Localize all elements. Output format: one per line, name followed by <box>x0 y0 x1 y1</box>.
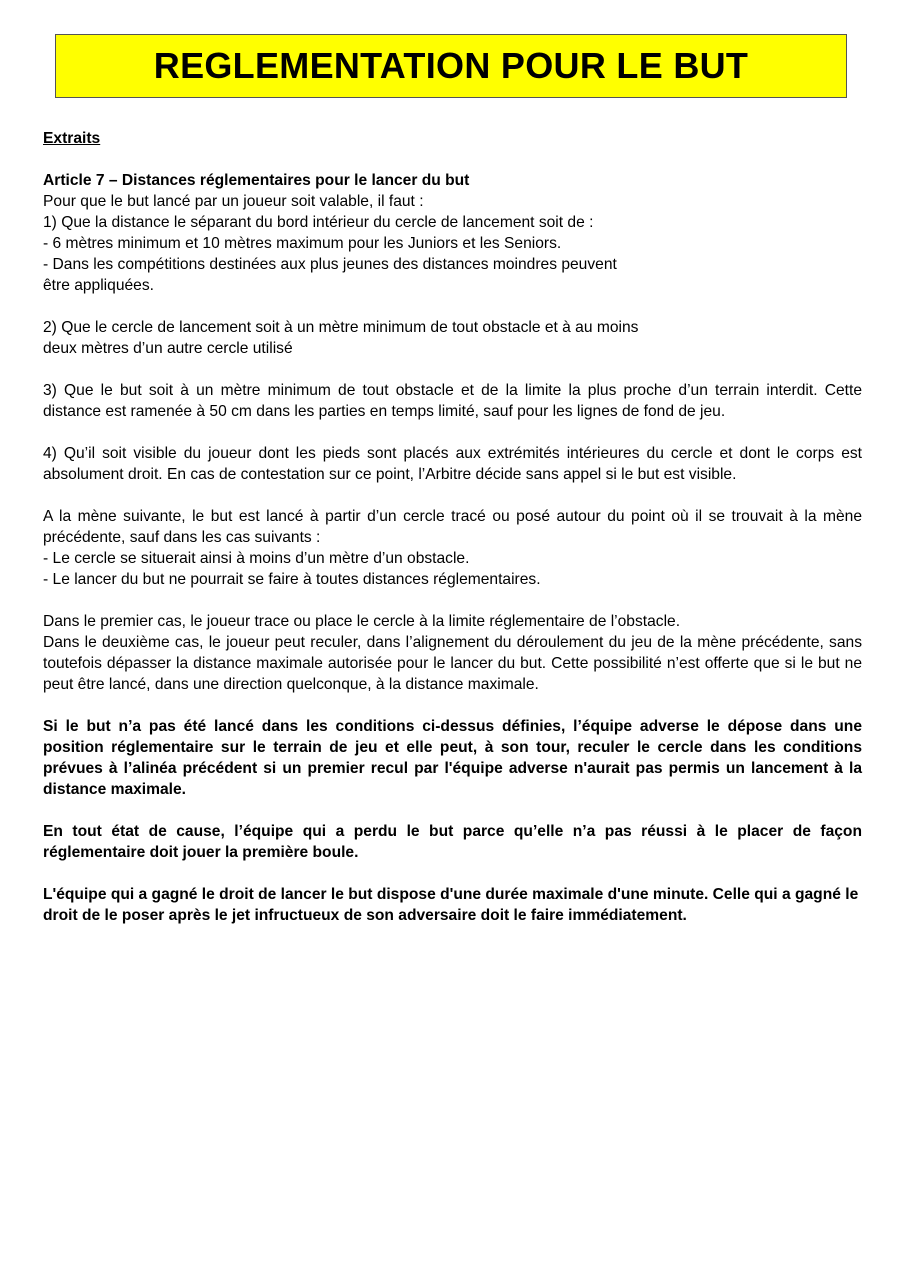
next-round-paragraph: A la mène suivante, le but est lancé à partir d’un cercle tracé ou posé autour du point où il se trouvait à la mène précédente, sauf dans les cas suivants : <box>43 508 862 546</box>
document-body <box>43 128 862 926</box>
point4-paragraph: 4) Qu’il soit visible du joueur dont les pieds sont placés aux extrémités intérieures du cercle et dont le corps est absolument droit. En cas de contestation sur ce point, l’Arbitre décide sans appel si le but est visible. <box>43 445 862 483</box>
page-title: REGLEMENTATION POUR LE BUT <box>153 45 749 86</box>
section-label: Extraits <box>43 130 101 147</box>
intro-line: - 6 mètres minimum et 10 mètres maximum pour les Juniors et les Seniors. <box>43 235 562 252</box>
bold-paragraph-1: Si le but n’a pas été lancé dans les conditions ci-dessus définies, l’équipe adverse le dépose dans une position réglementaire sur le terrain de jeu et elle peut, à son tour, reculer le cercle dans les conditions prévues à l’alinéa précédent si un premier recul par l'équipe adverse n'aurait pas permis un lancement à la distance maximale. <box>43 718 862 798</box>
intro-line: être appliquées. <box>43 277 154 294</box>
intro-line: - Dans les compétitions destinées aux plus jeunes des distances moindres peuvent <box>43 256 617 273</box>
bold-paragraph-2: En tout état de cause, l’équipe qui a perdu le but parce qu’elle n’a pas réussi à le placer de façon réglementaire doit jouer la première boule. <box>43 823 862 861</box>
intro-line: Pour que le but lancé par un joueur soit valable, il faut : <box>43 193 424 210</box>
next-round-case: - Le lancer du but ne pourrait se faire à toutes distances réglementaires. <box>43 571 541 588</box>
point2-line: 2) Que le cercle de lancement soit à un mètre minimum de tout obstacle et à au moins <box>43 319 639 336</box>
intro-line: 1) Que la distance le séparant du bord intérieur du cercle de lancement soit de : <box>43 214 594 231</box>
point2-line: deux mètres d’un autre cercle utilisé <box>43 340 293 357</box>
title-banner <box>55 34 847 98</box>
next-round-case: - Le cercle se situerait ainsi à moins d’un mètre d’un obstacle. <box>43 550 470 567</box>
article-title: Article 7 – Distances réglementaires pour le lancer du but <box>43 172 470 189</box>
case2-paragraph: Dans le deuxième cas, le joueur peut reculer, dans l’alignement du déroulement du jeu de la mène précédente, sans toutefois dépasser la distance maximale autorisée pour le lancer du but. Cette possibilité n’est offerte que si le but ne peut être lancé, dans une direction quelconque, à la distance maximale. <box>43 634 862 693</box>
bold-paragraph-3: L'équipe qui a gagné le droit de lancer le but dispose d'une durée maximale d'une minute. Celle qui a gagné le droit de le poser après le jet infructueux de son adversaire doit le faire immédiatement. <box>43 886 859 924</box>
case1-paragraph: Dans le premier cas, le joueur trace ou place le cercle à la limite réglementaire de l’obstacle. <box>43 613 681 630</box>
point3-paragraph: 3) Que le but soit à un mètre minimum de tout obstacle et de la limite la plus proche d’un terrain interdit. Cette distance est ramenée à 50 cm dans les parties en temps limité, sauf pour les lignes de fond de jeu. <box>43 382 862 420</box>
